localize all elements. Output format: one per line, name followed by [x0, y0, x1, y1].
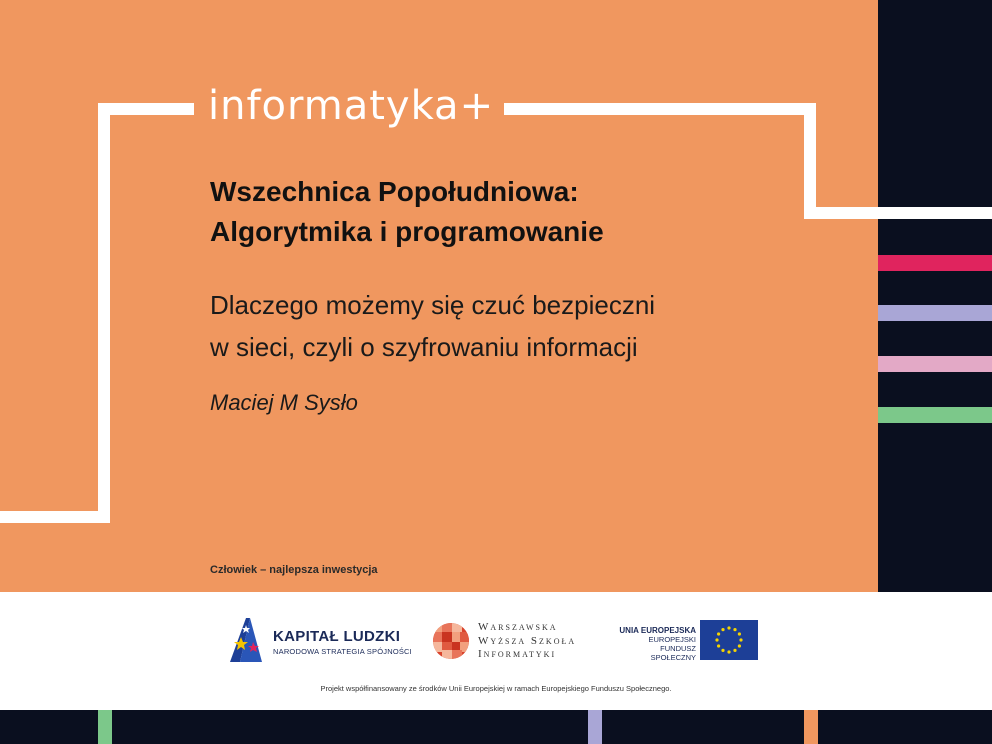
kapital-ludzki-title: KAPITAŁ LUDZKI: [273, 628, 401, 645]
subtitle-line: Dlaczego możemy się czuć bezpieczni: [210, 290, 656, 320]
frame-line: [804, 207, 992, 219]
stripe-light-pink: [878, 356, 992, 372]
subtitle-line: w sieci, czyli o szyfrowaniu informacji: [210, 332, 638, 362]
eu-title: UNIA EUROPEJSKA: [619, 626, 696, 635]
eu-line: FUNDUSZ SPOŁECZNY: [650, 644, 696, 662]
bottom-mark-lavender: [588, 710, 602, 744]
wwsi-line: Wyższa Szkoła: [478, 634, 577, 647]
stripe-green: [878, 407, 992, 423]
wwsi-line: Informatyki: [478, 648, 557, 660]
wwsi-logo-icon: [432, 622, 470, 660]
frame-line: [804, 103, 816, 219]
kapital-ludzki-logo-icon: [226, 612, 266, 666]
bottom-mark-orange: [804, 710, 818, 744]
frame-line: [504, 103, 816, 115]
eu-flag-icon: [700, 620, 758, 660]
brand-logo: informatyka+: [208, 83, 495, 129]
frame-line: [98, 103, 194, 115]
title-line: Wszechnica Popołudniowa:: [210, 176, 579, 207]
author-name: Maciej M Sysło: [210, 390, 358, 415]
tagline: Człowiek – najlepsza inwestycja: [210, 564, 378, 576]
frame-line: [98, 103, 110, 523]
slide-subtitle: [210, 284, 655, 368]
kapital-ludzki-subtitle: NARODOWA STRATEGIA SPÓJNOŚCI: [273, 647, 412, 656]
eu-text: [614, 626, 696, 662]
slide-title: [210, 172, 604, 252]
funding-note: Projekt współfinansowany ze środków Unii Europejskiej w ramach Europejskiego Funduszu Społecznego.: [320, 684, 672, 693]
eu-line: EUROPEJSKI: [648, 635, 696, 644]
bottom-bar: [0, 710, 992, 744]
stripe-lavender: [878, 305, 992, 321]
title-line: Algorytmika i programowanie: [210, 216, 604, 247]
frame-line: [0, 511, 110, 523]
wwsi-name: [478, 621, 576, 662]
bottom-mark-green: [98, 710, 112, 744]
kapital-ludzki-text: [273, 628, 412, 656]
stripe-pink: [878, 255, 992, 271]
wwsi-line: Warszawska: [478, 621, 558, 633]
